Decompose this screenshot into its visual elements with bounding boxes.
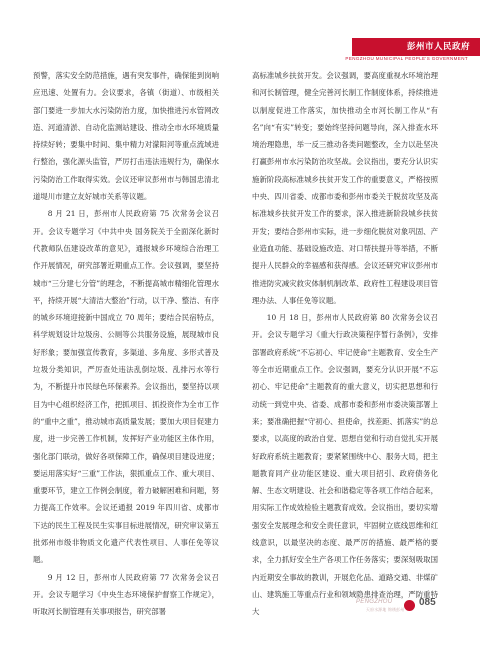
paragraph: 9 月 12 日，彭州市人民政府第 77 次常务会议召开。会议专题学习《中央生态环境保护督察工作规定》，听取河长制管理有关事项报告，研究部署 xyxy=(33,572,219,617)
page-marker-icon xyxy=(404,600,415,611)
header-title: 彭州市人民政府 xyxy=(406,42,470,52)
paragraph: 8 月 21 日，彭州市人民政府第 75 次常务会议召开。会议专题学习《中共中央 国务院关于全面深化新时代教师队伍建设改革的意见》，通报城乡环境综合治理工作开展情况，研究部署近期重点工作。会议强调，要坚持城市“三分建七分管”的理念，不断提高城市精细化管理水平，持续开展“大清洁大整治”行动，以干净、整洁、有序的城乡环境迎接新中国成立 70 周年；要结合民宿特点，科学规划设计垃圾房、公厕等公共服务设施，展现城市良好形象；要加强宣传教育，多渠道、多角度、多形式普及垃圾分类知识，严厉查处违法乱倒垃圾、乱排污水等行为，不断提升市民绿色环保素养。会议指出，要坚持以项目为中心组织经济工作，把抓项目、抓投资作为全市工作的“重中之重”，推动城市高质量发展；要加大项目促建力度，进一步完善工作机制，发挥好产业功能区主体作用，强化部门联动，做好各项保障工作，确保项目建设进度；要运用落实好“三重”工作法，狠抓重点工作、重大项目、重要环节，建立工作例会制度，着力破解困难和问题，努力提高工作效率。会议还通报 2019 年四川省、成都市下达的民生工程及民生实事目标进展情况，研究审议第五批郊州市级非物质文化遗产代表性项目、人事任免等议题。 xyxy=(33,209,219,565)
left-column xyxy=(33,67,219,621)
paragraph: 10 月 18 日，彭州市人民政府第 80 次常务会议召开。会议专题学习《重大行政决策程序暂行条例》，安排部署政府系统“不忘初心、牢记使命”主题教育、安全生产等全市近期重点工作。会议强调，要充分认识开展“不忘初心、牢记使命”主题教育的重大意义，切实把思想和行动统一到党中央、省委、成都市委和彭州市委决策部署上来；要准确把握“守初心、担使命，找差距、抓落实”的总要求，以高度的政治自觉、思想自觉和行动自觉扎实开展好政府系统主题教育；要紧紧围绕中心、服务大局，把主题教育同产业功能区建设、重大项目招引、政府债务化解、生态文明建设、社会和谐稳定等各项工作结合起来，用实际工作成效检验主题教育成效。会议指出，要切实增强安全发展理念和安全责任意识，牢固树立底线思维和红线意识，以最坚决的态度、最严厉的措施、最严格的要求，全力抓好安全生产各项工作任务落实；要深刻吸取国内近期安全事故的教训，开展危化品、道路交通、非煤矿山、建筑施工等重点行业和领域隐患排查治理，严防重特大 xyxy=(252,313,438,617)
paragraph: 高标准城乡扶贫开发。会议强调，要高度重视水环境治理和河长制管理，健全完善河长制工作制度体系，持续推进以制度促进工作落实，加快推动全市河长制工作从“有名”向“有实”转变；要始终坚持问题导向，深入排查水环境治理隐患，举一反三推动各类问题整改，全力以赴坚决打赢彭州市水污染防治攻坚战。会议指出，要充分认识实施新阶段高标准城乡扶贫开发工作的重要意义，严格按照中央、四川省委、成都市委和彭州市委关于脱贫攻坚及高标准城乡扶贫开发工作的要求，深入推进新阶段城乡扶贫开发；要结合彭州市实际，进一步细化脱贫对象巩固、产业造血功能、基础设施改造、对口帮扶提升等举措，不断提升人民群众的幸福感和获得感。会议还研究审议彭州市推进防灾减灾救灾体制机制改革、政府性工程建设项目管理办法、人事任免等议题。 xyxy=(252,71,438,305)
page-number: 085 xyxy=(419,597,436,608)
paragraph: 预警，落实安全防范措施，遇有突发事件，确保能到岗响应迅速、处置有力。会议要求，各镇（街道）、市级相关部门要进一步加大水污染防治力度，加快推进污水管网改造、河道清淤、自动化监测站建设、推动全市水环境质量持续好转；要集中时间、集中精力对濛阳河等重点流域进行整治，强化源头监管，严厉打击违法违规行为，确保水污染防治工作取得实效。会议还审议彭州市与韩国忠清北道堤川市建立友好城市关系等议题。 xyxy=(33,71,219,202)
right-column xyxy=(252,67,438,621)
header-band xyxy=(352,38,480,56)
header-subtitle: PENGZHOU MUNICIPAL PEOPLE'S GOVERNMENT xyxy=(345,56,468,61)
footer-brand-slogan: 天府水源地 锦绣彭州 xyxy=(366,607,405,612)
footer-brand-logo: PENGZHOU xyxy=(356,599,393,605)
